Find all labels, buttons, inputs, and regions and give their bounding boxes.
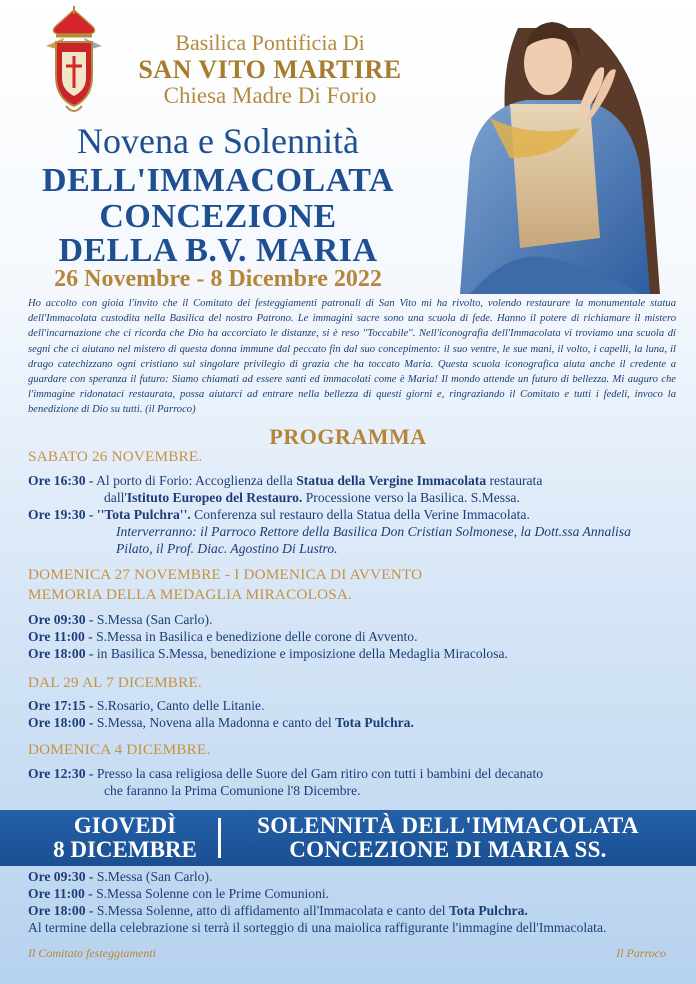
event-text: S.Messa (San Carlo). — [96, 612, 213, 627]
event-text: S.Messa Solenne con le Prime Comunioni. — [96, 886, 330, 901]
event-title-line1: Novena e Solennità — [77, 121, 359, 161]
event-text: in Basilica S.Messa, benedizione e imposizione della Medaglia Miracolosa. — [96, 646, 508, 661]
basilica-crest-emblem — [36, 6, 112, 118]
event-highlight: Istituto Europeo del Restauro. — [126, 490, 303, 505]
section-heading-novena: DAL 29 AL 7 DICEMBRE. — [28, 674, 202, 691]
event-text: Conferenza sul restauro della Statua della Verine Immacolata. — [194, 507, 530, 522]
closing-note: Al termine della celebrazione si terrà il sorteggio di una maiolica raffigurante l'immagine dell'Immacolata. — [28, 920, 607, 935]
schedule-row — [28, 472, 678, 489]
event-dates: 26 Novembre - 8 Dicembre 2022 — [54, 266, 382, 292]
schedule-row — [28, 885, 678, 902]
footer-committee: Il Comitato festeggiamenti — [28, 946, 156, 960]
time-label: Ore 17:15 - — [28, 698, 94, 713]
banner-date — [20, 814, 230, 862]
section-heading-sabato: SABATO 26 NOVEMBRE. — [28, 448, 203, 465]
event-text: S.Messa (San Carlo). — [96, 869, 213, 884]
schedule-row — [28, 645, 678, 662]
banner-title — [228, 814, 668, 862]
event-text: S.Messa, Novena alla Madonna e canto del — [96, 715, 332, 730]
time-label: Ore 19:30 - — [28, 507, 94, 522]
event-highlight: ''Tota Pulchra''. — [96, 507, 191, 522]
time-label: Ore 11:00 - — [28, 629, 93, 644]
time-label: Ore 11:00 - — [28, 886, 93, 901]
basilica-name: SAN VITO MARTIRE — [138, 55, 402, 84]
event-text: Processione verso la Basilica. S.Messa. — [305, 490, 520, 505]
event-title-line2: DELL'IMMACOLATA — [42, 162, 394, 199]
event-text: S.Rosario, Canto delle Litanie. — [96, 698, 265, 713]
event-text: Al porto di Forio: Accoglienza della — [96, 473, 293, 488]
event-text: restaurata — [489, 473, 543, 488]
event-title-line3: CONCEZIONE — [99, 198, 337, 235]
schedule-row — [28, 714, 678, 731]
time-label: Ore 18:00 - — [28, 715, 94, 730]
time-label: Ore 12:30 - — [28, 766, 94, 781]
schedule-row-continued: che faranno la Prima Comunione l'8 Dicembre. — [104, 783, 361, 798]
section-heading-medaglia: MEMORIA DELLA MEDAGLIA MIRACOLOSA. — [28, 586, 353, 603]
schedule-row — [28, 506, 678, 523]
basilica-title: Basilica Pontificia Di — [175, 30, 365, 55]
schedule-row — [28, 902, 678, 919]
parish-priest-letter: Ho accolto con gioia l'invito che il Comitato dei festeggiamenti patronali di San Vito mi ha rivolto, volendo restaurare la monumentale statua dell'Immacolata custodita nella Basilica del nostro Patrono. Le immagini sacre sono una scuola di fede. Hanno il potere di richiamare il mistero dell'incarnazione che ci ricorda che Dio ha accorciato le distanze, si è reso ''Toccabile''. Nell'iconografia dell'Immacolata vi troviamo una scuola di segni che ci aiutano nel mistero di questa donna immune dal peccato fin dal suo concepimento: il suo ventre, le sue mani, il volto, i capelli, la luna, il drago catechizzano ogni cristiano sul singolare privilegio di grazia che ha toccato Maria. Questa scuola iconografica aiuta anche il credente a guardare con speranza il futuro: Siamo chiamati ad essere santi ed immacolati come è Maria! Il mondo attende un futuro di bellezza. Mi auguro che l'immagine ridonataci restaurata, possa aiutarci ad entrare nella bellezza di questi giorni e, ringraziando il Comitato e tutti i fedeli, invoco la benedizione di Dio su tutti. (il Parroco) — [28, 298, 676, 416]
event-highlight: Statua della Vergine Immacolata — [296, 473, 487, 488]
time-label: Ore 18:00 - — [28, 646, 94, 661]
schedule-row-continued — [104, 489, 520, 506]
programma-heading: PROGRAMMA — [269, 424, 427, 449]
banner-divider — [218, 818, 221, 858]
time-label: Ore 16:30 - — [28, 473, 94, 488]
section-heading-domenica-27: DOMENICA 27 NOVEMBRE - I DOMENICA DI AVVENTO — [28, 566, 423, 583]
speakers-line-2: Pilato, il Prof. Diac. Agostino Di Lustro. — [116, 541, 338, 556]
event-text: Presso la casa religiosa delle Suore del Gam ritiro con tutti i bambini del decanato — [96, 766, 544, 781]
schedule-row — [28, 765, 678, 782]
schedule-row — [28, 868, 678, 885]
banner-day: GIOVEDÌ — [73, 813, 177, 838]
banner-title-line2: CONCEZIONE DI MARIA SS. — [289, 837, 607, 862]
schedule-row — [28, 697, 678, 714]
event-text: S.Messa Solenne, atto di affidamento all'Immacolata e canto del — [96, 903, 446, 918]
banner-daydate: 8 DICEMBRE — [53, 837, 197, 862]
time-label: Ore 18:00 - — [28, 903, 94, 918]
immacolata-statue-image — [430, 8, 660, 294]
event-highlight: Tota Pulchra. — [335, 715, 414, 730]
event-text: S.Messa in Basilica e benedizione delle corone di Avvento. — [96, 629, 418, 644]
time-label: Ore 09:30 - — [28, 869, 94, 884]
schedule-row — [28, 628, 678, 645]
event-text: dall' — [104, 490, 127, 505]
speakers-line-1: Interverranno: il Parroco Rettore della Basilica Don Cristian Solmonese, la Dott.ssa Annalisa — [116, 524, 631, 539]
event-title-line4: DELLA B.V. MARIA — [58, 232, 378, 269]
schedule-row — [28, 611, 678, 628]
banner-title-line1: SOLENNITÀ DELL'IMMACOLATA — [257, 813, 639, 838]
event-highlight: Tota Pulchra. — [448, 903, 528, 918]
church-subtitle: Chiesa Madre Di Forio — [163, 83, 377, 108]
footer-parroco: Il Parroco — [616, 946, 666, 960]
section-heading-domenica-4: DOMENICA 4 DICEMBRE. — [28, 741, 211, 758]
time-label: Ore 09:30 - — [28, 612, 94, 627]
